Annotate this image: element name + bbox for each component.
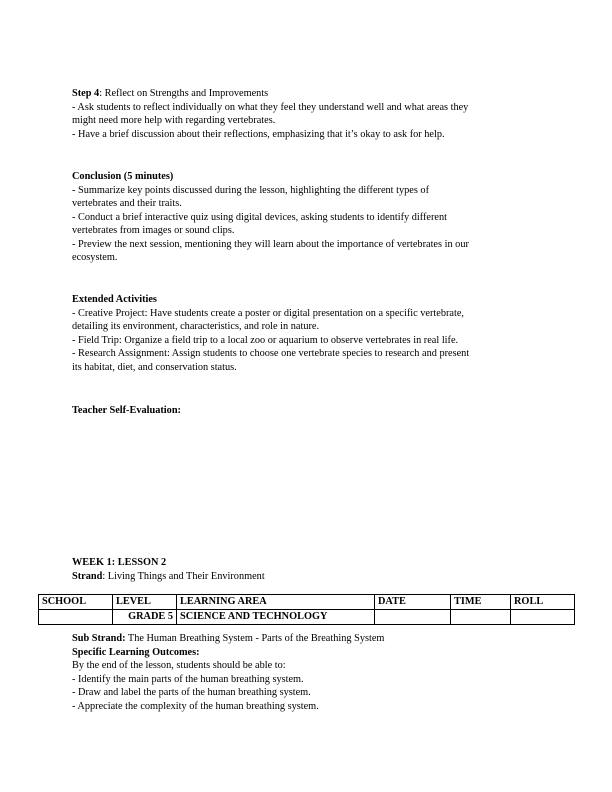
step4-line: might need more help with regarding vertebrates.: [72, 115, 276, 126]
self-evaluation-section: [72, 404, 542, 418]
step4-line: - Ask students to reflect individually on what they feel they understand well and what areas they: [72, 101, 469, 113]
strand-label: Strand: [72, 570, 103, 582]
outcome-line: - Identify the main parts of the human breathing system.: [72, 673, 304, 685]
outcome-line: - Appreciate the complexity of the human breathing system.: [72, 700, 319, 712]
header-learning-area: LEARNING AREA: [177, 595, 375, 610]
conclusion-line: - Conduct a brief interactive quiz using digital devices, asking students to identify different: [72, 211, 447, 223]
conclusion-line: - Summarize key points discussed during the lesson, highlighting the different types of: [72, 184, 429, 196]
header-school: SCHOOL: [39, 595, 113, 610]
conclusion-section: [72, 170, 542, 265]
sub-strand-value: The Human Breathing System - Parts of the Breathing System: [125, 633, 385, 644]
table-header-row: [39, 595, 575, 610]
extended-line: its habitat, diet, and conservation status.: [72, 361, 237, 373]
step4-heading: Step 4: [72, 88, 100, 99]
sub-strand-label: Sub Strand:: [72, 633, 126, 644]
conclusion-line: vertebrates and their traits.: [72, 198, 182, 209]
extended-heading: Extended Activities: [72, 294, 157, 305]
extended-activities-section: [72, 293, 542, 374]
lesson-info-table: [38, 594, 575, 625]
header-time: TIME: [451, 595, 511, 610]
week-lesson-title: WEEK 1: LESSON 2: [72, 557, 167, 568]
outcome-line: - Draw and label the parts of the human breathing system.: [72, 687, 311, 698]
conclusion-line: ecosystem.: [72, 252, 118, 263]
strand-line: [72, 570, 542, 584]
strand-value: : Living Things and Their Environment: [102, 570, 265, 582]
cell-school: [39, 610, 113, 625]
step4-heading-line: [72, 87, 542, 101]
conclusion-line: vertebrates from images or sound clips.: [72, 225, 235, 236]
lesson-header: [72, 556, 542, 583]
cell-date: [375, 610, 451, 625]
header-level: LEVEL: [113, 595, 177, 610]
cell-time: [451, 610, 511, 625]
extended-line: - Field Trip: Organize a field trip to a local zoo or aquarium to observe vertebrates in real life.: [72, 334, 459, 346]
header-roll: ROLL: [511, 595, 575, 610]
outcome-line: By the end of the lesson, students should be able to:: [72, 660, 286, 671]
outcomes-heading: Specific Learning Outcomes:: [72, 646, 200, 658]
cell-learning-area: SCIENCE AND TECHNOLOGY: [177, 610, 375, 625]
header-date: DATE: [375, 595, 451, 610]
cell-roll: [511, 610, 575, 625]
extended-line: detailing its environment, characteristics, and role in nature.: [72, 321, 320, 332]
sub-strand-section: [72, 632, 542, 713]
conclusion-line: - Preview the next session, mentioning they will learn about the importance of vertebrates in our: [72, 238, 469, 250]
step4-line: - Have a brief discussion about their reflections, emphasizing that it’s okay to ask for help.: [72, 128, 445, 140]
step4-section: [72, 87, 542, 141]
extended-line: - Creative Project: Have students create a poster or digital presentation on a specific vertebrate,: [72, 307, 464, 319]
sub-strand-line: [72, 632, 542, 646]
conclusion-heading: Conclusion (5 minutes): [72, 171, 174, 182]
cell-level: GRADE 5: [113, 610, 177, 625]
extended-line: - Research Assignment: Assign students to choose one vertebrate species to research and present: [72, 348, 470, 359]
step4-heading-rest: : Reflect on Strengths and Improvements: [99, 88, 269, 99]
self-evaluation-heading: Teacher Self-Evaluation:: [72, 405, 181, 416]
table-row: [39, 610, 575, 625]
